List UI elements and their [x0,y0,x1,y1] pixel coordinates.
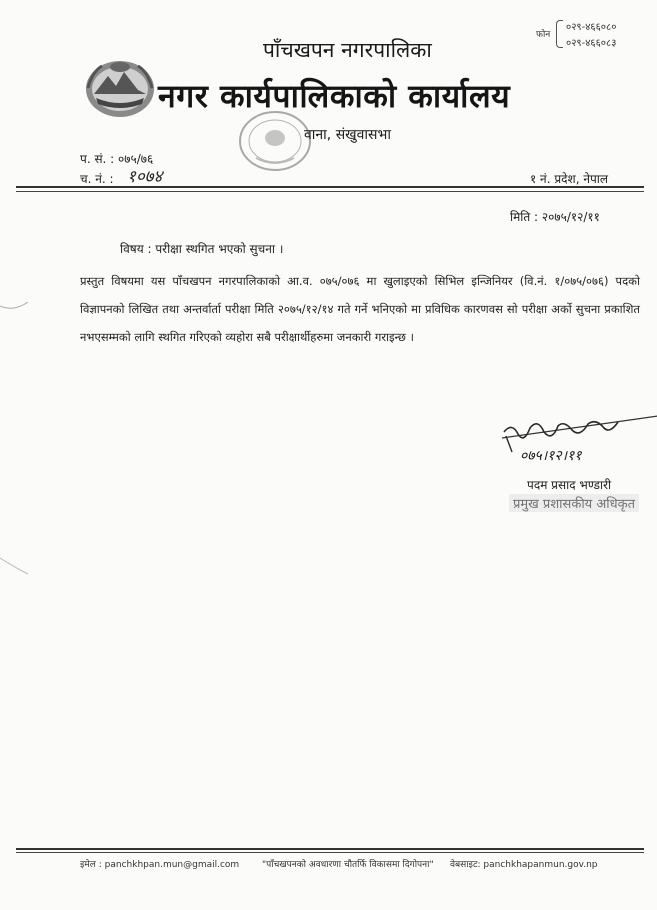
footer-rule-thin [16,852,644,853]
office-name: नगर कार्यपालिकाको कार्यालय [158,77,511,115]
footer-rule [16,848,644,850]
footer-website: वेबसाइट: panchkhapanmun.gov.np [450,860,598,870]
paper-edge-mark [0,298,30,316]
municipality-name: पाँचखपन नगरपालिका [263,38,432,62]
header-rule [16,186,644,188]
signature-date: ०७५।१२।११ [520,448,582,464]
letter-subject: विषय : परीक्षा स्थगित भएको सुचना । [120,242,284,256]
signer-name: पदम प्रसाद भण्डारी [527,478,612,492]
phone-brace [556,20,563,48]
letter-body: प्रस्तुत विषयमा यस पाँचखपन नगरपालिकाको आ.व. ०७५/०७६ मा खुलाइएको सिभिल इन्जिनियर (वि.नं. १/०७५/०७६) पदको विज्ञापनको लिखित तथा अन्तर्वार्ता परीक्षा मिति २०७५/१२/१४ गते गर्ने भनिएको मा प्रविधिक कारणवस सो परीक्षा अर्को सुचना प्रकाशित नभएसम्मको लागि स्थगित गरिएको व्यहोरा सबै परीक्षार्थीहरुमा जनकारी गराइन्छ । [80,274,640,344]
letter-date: मिति : २०७५/१२/११ [510,210,600,224]
phone-number-2: ०२९-४६६०८३ [566,38,617,49]
footer-email: इमेल : panchkhpan.mun@gmail.com [80,860,240,870]
footer-slogan: "पाँचखपनको अवधारणा चौतर्फि विकासमा दिगोपना" [262,860,434,870]
dispatch-number-handwritten: १०७४ [127,167,163,187]
dispatch-number-label: च. नं. : [80,172,114,186]
province-label: १ नं. प्रदेश, नेपाल [530,172,609,186]
reference-number: प. सं. : ०७५/७६ [80,152,154,166]
phone-number-1: ०२९-४६६०८० [566,22,617,33]
header-rule-thin [16,191,644,192]
paper-edge-mark [0,548,30,578]
office-address: वाना, संखुवासभा [304,127,391,143]
phone-label: फोन [536,30,551,40]
signer-title-stamp: प्रमुख प्रशासकीय अधिकृत [509,494,639,512]
office-seal-icon [236,108,314,174]
nepal-emblem-icon [82,58,158,120]
